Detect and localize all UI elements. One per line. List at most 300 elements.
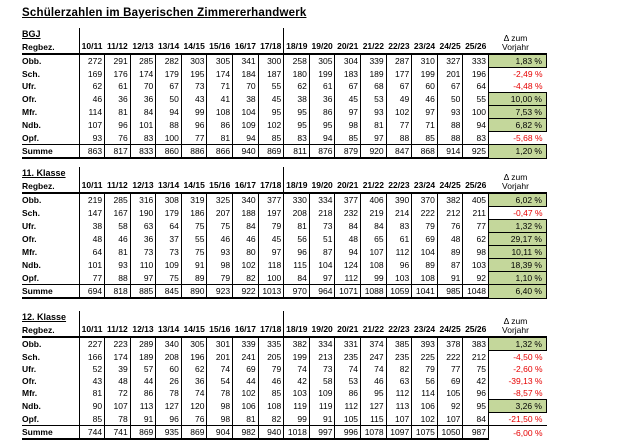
value-cell: 95 <box>258 106 284 119</box>
table-header-row <box>22 167 547 193</box>
value-cell: 38 <box>284 93 310 106</box>
year-header: 10/11 <box>79 28 105 54</box>
value-cell: 75 <box>463 363 489 375</box>
value-cell: 282 <box>156 54 182 68</box>
delta-cell: -8,57 % <box>513 388 543 398</box>
value-cell: 76 <box>437 220 463 233</box>
value-cell: 91 <box>437 272 463 285</box>
value-cell: 405 <box>463 193 489 207</box>
value-cell: 43 <box>79 375 105 387</box>
value-cell: 100 <box>156 132 182 145</box>
value-cell: 1078 <box>361 426 387 440</box>
value-cell: 694 <box>79 285 105 299</box>
value-cell: 46 <box>105 233 131 246</box>
value-cell: 48 <box>335 233 361 246</box>
value-cell: 107 <box>437 413 463 426</box>
value-cell: 74 <box>284 363 310 375</box>
value-cell: 114 <box>79 106 105 119</box>
value-cell: 78 <box>156 387 182 400</box>
year-header: 10/11 <box>79 167 105 193</box>
value-cell: 310 <box>412 54 438 68</box>
value-cell: 98 <box>463 246 489 259</box>
value-cell: 96 <box>105 119 131 132</box>
value-cell: 91 <box>309 413 335 426</box>
value-cell: 818 <box>105 285 131 299</box>
value-cell: 78 <box>207 387 233 400</box>
value-cell: 1013 <box>258 285 284 299</box>
table-row <box>22 426 547 440</box>
value-cell: 316 <box>130 193 156 207</box>
value-cell: 38 <box>79 220 105 233</box>
value-cell: 64 <box>79 246 105 259</box>
year-header: 21/22 <box>361 311 387 337</box>
value-cell: 70 <box>233 80 259 93</box>
row-label: Mfr. <box>22 106 79 119</box>
value-cell: 94 <box>233 132 259 145</box>
value-cell: 167 <box>105 207 131 220</box>
value-cell: 863 <box>79 145 105 159</box>
value-cell: 42 <box>284 375 310 387</box>
year-header: 14/15 <box>181 167 207 193</box>
value-cell: 940 <box>258 426 284 440</box>
value-cell: 75 <box>181 220 207 233</box>
value-cell: 208 <box>156 351 182 364</box>
value-cell: 970 <box>284 285 310 299</box>
value-cell: 97 <box>309 272 335 285</box>
delta-cell: 3,26 % <box>489 400 547 413</box>
row-label: Obb. <box>22 337 79 351</box>
value-cell: 904 <box>207 426 233 440</box>
year-header: 12/13 <box>130 311 156 337</box>
value-cell: 189 <box>130 351 156 364</box>
value-cell: 26 <box>156 375 182 387</box>
value-cell: 180 <box>284 68 310 81</box>
value-cell: 71 <box>207 80 233 93</box>
value-cell: 109 <box>156 259 182 272</box>
value-cell: 69 <box>437 375 463 387</box>
year-header: 24/25 <box>437 311 463 337</box>
table-row <box>22 119 547 132</box>
value-cell: 107 <box>386 413 412 426</box>
delta-cell: 29,17 % <box>489 233 547 246</box>
value-cell: 64 <box>156 220 182 233</box>
value-cell: 85 <box>258 387 284 400</box>
value-cell: 62 <box>181 363 207 375</box>
row-label: Ndb. <box>22 259 79 272</box>
value-cell: 1097 <box>386 426 412 440</box>
year-header: 19/20 <box>309 167 335 193</box>
value-cell: 935 <box>156 426 182 440</box>
row-label: Obb. <box>22 54 79 68</box>
value-cell: 196 <box>181 351 207 364</box>
delta-cell: -2,49 % <box>513 69 543 79</box>
value-cell: 876 <box>309 145 335 159</box>
table-row <box>22 413 547 426</box>
value-cell: 83 <box>463 132 489 145</box>
row-label: Summe <box>22 426 79 440</box>
value-cell: 94 <box>463 119 489 132</box>
delta-cell: 18,39 % <box>489 259 547 272</box>
value-cell: 112 <box>386 387 412 400</box>
value-cell: 219 <box>361 207 387 220</box>
section-bgj <box>22 28 620 159</box>
value-cell: 219 <box>79 193 105 207</box>
row-label: Summe <box>22 145 79 159</box>
value-cell: 44 <box>233 375 259 387</box>
year-header: 21/22 <box>361 28 387 54</box>
value-cell: 36 <box>105 93 131 106</box>
value-cell: 382 <box>437 193 463 207</box>
value-cell: 76 <box>105 132 131 145</box>
year-header: 23/24 <box>412 167 438 193</box>
value-cell: 62 <box>284 80 310 93</box>
value-cell: 869 <box>181 426 207 440</box>
value-cell: 84 <box>463 413 489 426</box>
value-cell: 187 <box>258 68 284 81</box>
value-cell: 36 <box>130 93 156 106</box>
value-cell: 869 <box>258 145 284 159</box>
table-row <box>22 80 547 93</box>
delta-cell: 10,00 % <box>489 93 547 106</box>
row-label: Obb. <box>22 193 79 207</box>
value-cell: 51 <box>309 233 335 246</box>
value-cell: 46 <box>79 93 105 106</box>
value-cell: 74 <box>181 387 207 400</box>
value-cell: 54 <box>207 375 233 387</box>
value-cell: 89 <box>437 246 463 259</box>
value-cell: 46 <box>361 375 387 387</box>
table-row <box>22 351 547 364</box>
value-cell: 285 <box>105 193 131 207</box>
value-cell: 923 <box>207 285 233 299</box>
value-cell: 334 <box>309 337 335 351</box>
value-cell: 112 <box>335 272 361 285</box>
value-cell: 110 <box>130 259 156 272</box>
value-cell: 55 <box>181 233 207 246</box>
value-cell: 95 <box>309 119 335 132</box>
value-cell: 982 <box>233 426 259 440</box>
value-cell: 340 <box>156 337 182 351</box>
value-cell: 866 <box>207 145 233 159</box>
delta-cell: -5,68 % <box>513 133 543 143</box>
value-cell: 176 <box>105 68 131 81</box>
value-cell: 63 <box>386 375 412 387</box>
year-header: 18/19 <box>284 311 310 337</box>
value-cell: 108 <box>258 400 284 413</box>
value-cell: 84 <box>130 106 156 119</box>
year-header: 14/15 <box>181 311 207 337</box>
value-cell: 56 <box>284 233 310 246</box>
row-label: Opf. <box>22 413 79 426</box>
value-cell: 94 <box>309 132 335 145</box>
table-row <box>22 387 547 400</box>
year-header: 23/24 <box>412 28 438 54</box>
value-cell: 1050 <box>437 426 463 440</box>
value-cell: 48 <box>437 233 463 246</box>
value-cell: 56 <box>412 375 438 387</box>
value-cell: 997 <box>309 426 335 440</box>
value-cell: 305 <box>181 337 207 351</box>
value-cell: 996 <box>335 426 361 440</box>
value-cell: 53 <box>361 93 387 106</box>
value-cell: 339 <box>361 54 387 68</box>
year-header: 17/18 <box>258 28 284 54</box>
value-cell: 235 <box>386 351 412 364</box>
delta-cell: 6,02 % <box>489 193 547 207</box>
value-cell: 940 <box>233 145 259 159</box>
value-cell: 196 <box>463 68 489 81</box>
year-header: 22/23 <box>386 167 412 193</box>
value-cell: 70 <box>130 80 156 93</box>
value-cell: 188 <box>233 207 259 220</box>
row-label: Ofr. <box>22 93 79 106</box>
year-header: 12/13 <box>130 167 156 193</box>
value-cell: 103 <box>463 259 489 272</box>
value-cell: 108 <box>412 272 438 285</box>
value-cell: 87 <box>309 246 335 259</box>
value-cell: 46 <box>233 233 259 246</box>
row-label: Mfr. <box>22 387 79 400</box>
year-header: 22/23 <box>386 311 412 337</box>
table-row <box>22 363 547 375</box>
value-cell: 222 <box>437 351 463 364</box>
year-header: 14/15 <box>181 28 207 54</box>
value-cell: 36 <box>181 375 207 387</box>
value-cell: 303 <box>181 54 207 68</box>
year-header: 21/22 <box>361 167 387 193</box>
value-cell: 79 <box>412 220 438 233</box>
value-cell: 78 <box>105 413 131 426</box>
year-header: 15/16 <box>207 167 233 193</box>
value-cell: 225 <box>412 351 438 364</box>
value-cell: 88 <box>156 119 182 132</box>
value-cell: 174 <box>105 351 131 364</box>
value-cell: 104 <box>309 259 335 272</box>
value-cell: 406 <box>361 193 387 207</box>
value-cell: 183 <box>335 68 361 81</box>
section-heading-bgj: BGJ <box>22 29 41 39</box>
value-cell: 383 <box>463 337 489 351</box>
value-cell: 77 <box>181 132 207 145</box>
value-cell: 91 <box>130 413 156 426</box>
table-row <box>22 233 547 246</box>
value-cell: 377 <box>335 193 361 207</box>
value-cell: 88 <box>437 119 463 132</box>
value-cell: 205 <box>258 351 284 364</box>
year-header: 18/19 <box>284 167 310 193</box>
section-heading-klasse-11: 11. Klasse <box>22 168 66 178</box>
value-cell: 96 <box>284 246 310 259</box>
value-cell: 93 <box>437 106 463 119</box>
value-cell: 227 <box>79 337 105 351</box>
value-cell: 179 <box>156 207 182 220</box>
row-label: Ufr. <box>22 80 79 93</box>
value-cell: 241 <box>233 351 259 364</box>
value-cell: 97 <box>412 106 438 119</box>
year-header: 25/26 <box>463 167 489 193</box>
value-cell: 98 <box>335 119 361 132</box>
value-cell: 199 <box>412 68 438 81</box>
year-header: 20/21 <box>335 311 361 337</box>
value-cell: 127 <box>156 400 182 413</box>
value-cell: 301 <box>207 337 233 351</box>
value-cell: 922 <box>233 285 259 299</box>
value-cell: 85 <box>79 413 105 426</box>
value-cell: 197 <box>258 207 284 220</box>
value-cell: 83 <box>386 220 412 233</box>
value-cell: 73 <box>309 363 335 375</box>
delta-cell: -4,50 % <box>513 352 543 362</box>
value-cell: 62 <box>79 80 105 93</box>
value-cell: 81 <box>361 119 387 132</box>
bgj-table <box>22 28 547 159</box>
value-cell: 71 <box>412 119 438 132</box>
year-header: 24/25 <box>437 167 463 193</box>
year-header: 10/11 <box>79 311 105 337</box>
delta-cell: -21,50 % <box>508 414 543 424</box>
value-cell: 84 <box>284 272 310 285</box>
value-cell: 370 <box>412 193 438 207</box>
value-cell: 258 <box>284 54 310 68</box>
table-row <box>22 145 547 159</box>
value-cell: 107 <box>361 246 387 259</box>
value-cell: 817 <box>105 145 131 159</box>
value-cell: 102 <box>412 413 438 426</box>
table-row <box>22 207 547 220</box>
value-cell: 95 <box>284 106 310 119</box>
value-cell: 339 <box>233 337 259 351</box>
klasse-11-table <box>22 167 547 299</box>
value-cell: 81 <box>284 220 310 233</box>
value-cell: 67 <box>335 80 361 93</box>
value-cell: 36 <box>309 93 335 106</box>
value-cell: 61 <box>386 233 412 246</box>
value-cell: 97 <box>361 132 387 145</box>
value-cell: 341 <box>233 54 259 68</box>
value-cell: 1048 <box>463 285 489 299</box>
value-cell: 325 <box>207 193 233 207</box>
row-label: Sch. <box>22 207 79 220</box>
table-row <box>22 68 547 81</box>
value-cell: 300 <box>258 54 284 68</box>
value-cell: 81 <box>79 387 105 400</box>
value-cell: 1059 <box>386 285 412 299</box>
year-header: 17/18 <box>258 311 284 337</box>
value-cell: 73 <box>309 220 335 233</box>
row-label: Mfr. <box>22 246 79 259</box>
value-cell: 44 <box>130 375 156 387</box>
row-label: Ndb. <box>22 400 79 413</box>
value-cell: 52 <box>79 363 105 375</box>
delta-cell: 7,53 % <box>489 106 547 119</box>
value-cell: 79 <box>207 272 233 285</box>
value-cell: 272 <box>79 54 105 68</box>
value-cell: 57 <box>130 363 156 375</box>
value-cell: 340 <box>233 193 259 207</box>
value-cell: 1041 <box>412 285 438 299</box>
value-cell: 179 <box>156 68 182 81</box>
delta-header: Δ zum Vorjahr <box>489 167 547 193</box>
value-cell: 103 <box>284 387 310 400</box>
value-cell: 82 <box>258 413 284 426</box>
value-cell: 81 <box>233 413 259 426</box>
value-cell: 81 <box>105 106 131 119</box>
delta-header: Δ zum Vorjahr <box>489 28 547 54</box>
value-cell: 118 <box>258 259 284 272</box>
value-cell: 84 <box>361 220 387 233</box>
regbez-header: Regbez. <box>22 311 79 337</box>
value-cell: 84 <box>233 220 259 233</box>
value-cell: 85 <box>335 132 361 145</box>
value-cell: 64 <box>463 80 489 93</box>
value-cell: 127 <box>361 400 387 413</box>
row-label: Sch. <box>22 351 79 364</box>
value-cell: 67 <box>156 80 182 93</box>
delta-cell: -6,00 % <box>489 426 547 440</box>
table-row <box>22 272 547 285</box>
row-label: Summe <box>22 285 79 299</box>
value-cell: 247 <box>361 351 387 364</box>
value-cell: 83 <box>284 132 310 145</box>
delta-cell: -4,48 % <box>513 81 543 91</box>
row-label: Ofr. <box>22 233 79 246</box>
value-cell: 55 <box>463 93 489 106</box>
value-cell: 174 <box>207 68 233 81</box>
value-cell: 46 <box>207 233 233 246</box>
value-cell: 60 <box>412 80 438 93</box>
page-title: Schülerzahlen im Bayerischen Zimmererhandwerk <box>22 7 307 19</box>
value-cell: 925 <box>463 145 489 159</box>
value-cell: 79 <box>258 363 284 375</box>
value-cell: 308 <box>156 193 182 207</box>
value-cell: 119 <box>284 400 310 413</box>
value-cell: 102 <box>386 106 412 119</box>
value-cell: 94 <box>156 106 182 119</box>
section-heading-klasse-12: 12. Klasse <box>22 312 67 322</box>
value-cell: 860 <box>156 145 182 159</box>
year-header: 16/17 <box>233 311 259 337</box>
value-cell: 120 <box>181 400 207 413</box>
value-cell: 79 <box>412 363 438 375</box>
value-cell: 104 <box>412 246 438 259</box>
table-row <box>22 285 547 299</box>
value-cell: 73 <box>181 80 207 93</box>
row-label: Ufr. <box>22 220 79 233</box>
delta-header: Δ zum Vorjahr <box>489 311 547 337</box>
delta-cell: 1,20 % <box>489 145 547 159</box>
value-cell: 42 <box>463 375 489 387</box>
year-header: 20/21 <box>335 28 361 54</box>
year-header: 16/17 <box>233 167 259 193</box>
year-header: 23/24 <box>412 311 438 337</box>
value-cell: 85 <box>258 132 284 145</box>
row-label: Ndb. <box>22 119 79 132</box>
value-cell: 107 <box>105 400 131 413</box>
value-cell: 60 <box>156 363 182 375</box>
table-row <box>22 337 547 351</box>
section-klasse-12 <box>22 311 620 440</box>
value-cell: 90 <box>79 400 105 413</box>
value-cell: 333 <box>463 54 489 68</box>
value-cell: 86 <box>335 387 361 400</box>
value-cell: 93 <box>207 246 233 259</box>
value-cell: 115 <box>284 259 310 272</box>
value-cell: 334 <box>309 193 335 207</box>
value-cell: 89 <box>412 259 438 272</box>
value-cell: 184 <box>233 68 259 81</box>
value-cell: 195 <box>181 68 207 81</box>
year-header: 25/26 <box>463 28 489 54</box>
